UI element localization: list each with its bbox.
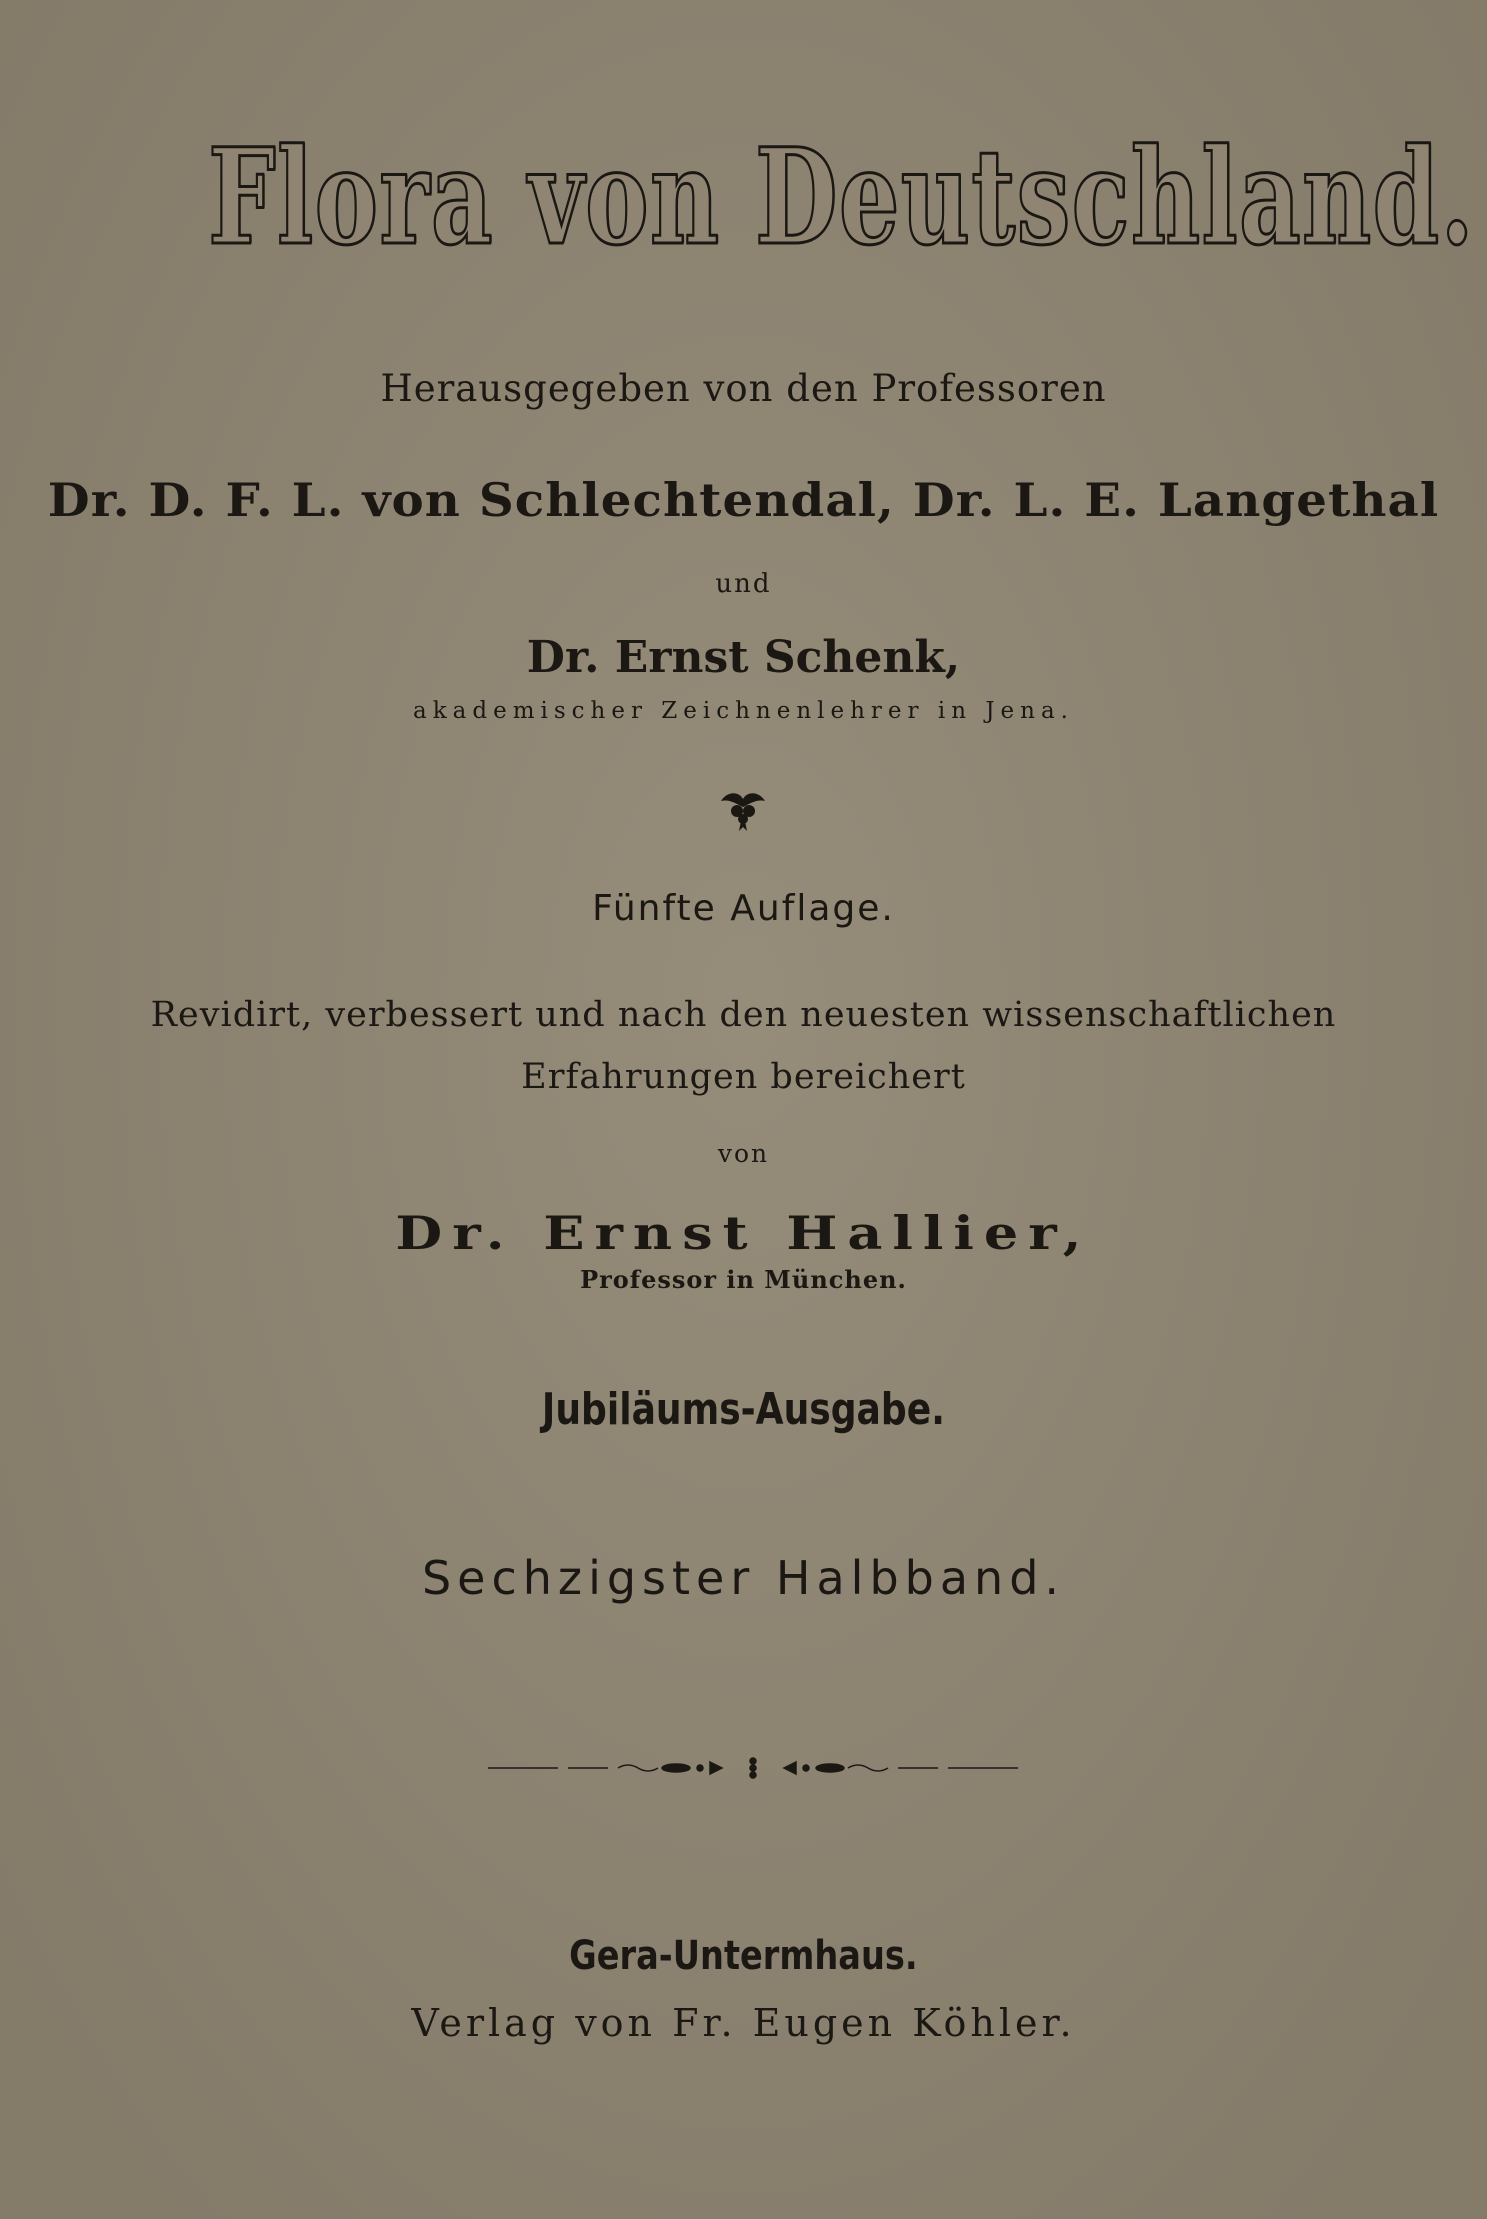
publisher-intro: Herausgegeben von den Professoren	[380, 367, 1107, 410]
revision-note-line-1: Revidirt, verbessert und nach den neuesten wissenschaftlichen	[150, 995, 1337, 1035]
floral-ornament-icon	[713, 783, 773, 833]
editor-name: Dr. Ernst Hallier,	[395, 1205, 1092, 1261]
primary-authors: Dr. D. F. L. von Schlechtendal, Dr. L. E. Langethal	[47, 473, 1440, 527]
volume-label: Sechzigster Halbband.	[421, 1551, 1066, 1605]
special-edition-label: Jubiläums-Ausgabe.	[541, 1384, 945, 1435]
edition-label: Fünfte Auflage.	[592, 888, 895, 929]
book-title: Flora von Deutschland.	[208, 120, 1475, 275]
conjunction-und: und	[715, 569, 772, 599]
revision-note-line-2: Erfahrungen bereichert	[521, 1057, 966, 1097]
publication-place: Gera-Untermhaus.	[569, 1933, 918, 1979]
ornamental-divider-icon	[488, 1752, 1018, 1782]
secondary-author-title: akademischer Zeichnenlehrer in Jena.	[413, 698, 1074, 724]
publisher-name: Verlag von Fr. Eugen Köhler.	[411, 2001, 1076, 2045]
editor-title: Professor in München.	[580, 1265, 907, 1294]
secondary-author: Dr. Ernst Schenk,	[526, 632, 961, 683]
by-word: von	[717, 1139, 770, 1168]
